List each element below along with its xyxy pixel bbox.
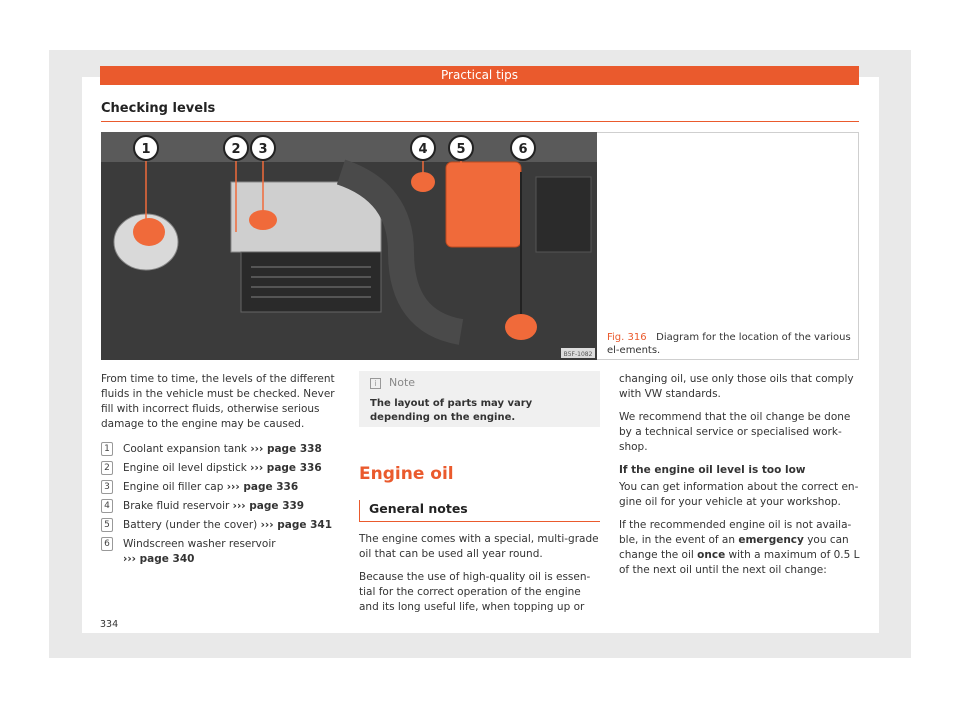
paragraph-emergency <box>619 518 861 578</box>
item-text: Windscreen washer reservoir <box>123 538 276 550</box>
page-reference[interactable]: ››› page 336 <box>250 462 322 474</box>
item-text: Brake fluid reservoir <box>123 500 233 512</box>
figure-number: Fig. 316 <box>607 332 647 343</box>
figure-caption <box>607 331 857 357</box>
emphasis-emergency: emergency <box>738 534 804 546</box>
engine-diagram <box>101 132 597 360</box>
item-number: 4 <box>101 499 113 513</box>
engine-oil-text <box>359 532 602 623</box>
item-text: Battery (under the cover) <box>123 519 261 531</box>
note-text: The layout of parts may vary depending on the engine. <box>370 398 533 423</box>
text-run: you can change the oil <box>619 534 849 561</box>
list-item <box>101 442 346 457</box>
callout-5: 5 <box>456 142 466 157</box>
right-column <box>619 372 861 586</box>
item-number: 1 <box>101 442 113 456</box>
paragraph: The engine comes with a special, multi-grade oil that can be used all year round. <box>359 533 599 560</box>
engine-illustration <box>101 132 597 360</box>
callout-3: 3 <box>258 142 268 157</box>
list-item <box>101 537 346 567</box>
emphasis-once: once <box>697 549 726 561</box>
page-reference[interactable]: ››› page 336 <box>226 481 299 493</box>
paragraph: changing oil, use only those oils that comply with VW standards. <box>619 373 854 400</box>
subheading-rule-vertical <box>359 500 360 522</box>
note-title: Note <box>389 376 416 389</box>
title-rule <box>101 121 859 122</box>
chapter-header: Practical tips <box>100 66 859 85</box>
item-text: Coolant expansion tank <box>123 443 251 455</box>
list-item <box>101 499 346 514</box>
page-reference[interactable]: ››› page 339 <box>232 500 305 512</box>
item-number: 3 <box>101 480 113 494</box>
list-item <box>101 461 346 476</box>
page-reference[interactable]: ››› page 340 <box>123 553 195 565</box>
text-run: with a maximum of 0.5 L of the next oil until the next oil change: <box>619 549 860 576</box>
item-text: Engine oil filler cap <box>123 481 227 493</box>
subheading-rule-horizontal <box>359 521 600 522</box>
figure-watermark: B5F-1082 <box>563 351 593 358</box>
item-number: 2 <box>101 461 113 475</box>
intro-paragraph: From time to time, the levels of the different fluids in the vehicle must be checked. Never fill with incorrect fluids, otherwise serious damage to the engine may be caused. <box>101 373 335 430</box>
section-title: Checking levels <box>101 101 216 116</box>
callout-2: 2 <box>231 142 241 157</box>
text-run: If the recommended engine oil is not availa-ble, in the event of an <box>619 519 852 546</box>
subheading-low-oil: If the engine oil level is too low <box>619 464 806 476</box>
list-item <box>101 480 346 495</box>
general-notes-heading: General notes <box>369 501 468 516</box>
paragraph: You can get information about the correct en-gine oil for your vehicle at your workshop. <box>619 481 859 508</box>
page-number: 334 <box>100 619 119 630</box>
item-number: 5 <box>101 518 113 532</box>
note-heading <box>370 376 415 389</box>
paragraph: We recommend that the oil change be done by a technical service or specialised work-shop. <box>619 411 851 453</box>
item-text: Engine oil level dipstick <box>123 462 251 474</box>
paragraph: Because the use of high-quality oil is essen-tial for the correct operation of the engine and its long useful life, when topping up or <box>359 571 591 613</box>
page-reference[interactable]: ››› page 341 <box>260 519 333 531</box>
engine-oil-heading: Engine oil <box>359 464 454 484</box>
list-item <box>101 518 346 533</box>
item-number: 6 <box>101 537 113 551</box>
callout-1: 1 <box>141 142 151 157</box>
callout-4: 4 <box>418 142 428 157</box>
callout-6: 6 <box>518 142 528 157</box>
figure-caption-text: Diagram for the location of the various el-ements. <box>607 332 851 356</box>
page-reference[interactable]: ››› page 338 <box>250 443 322 455</box>
info-icon: i <box>370 378 381 389</box>
